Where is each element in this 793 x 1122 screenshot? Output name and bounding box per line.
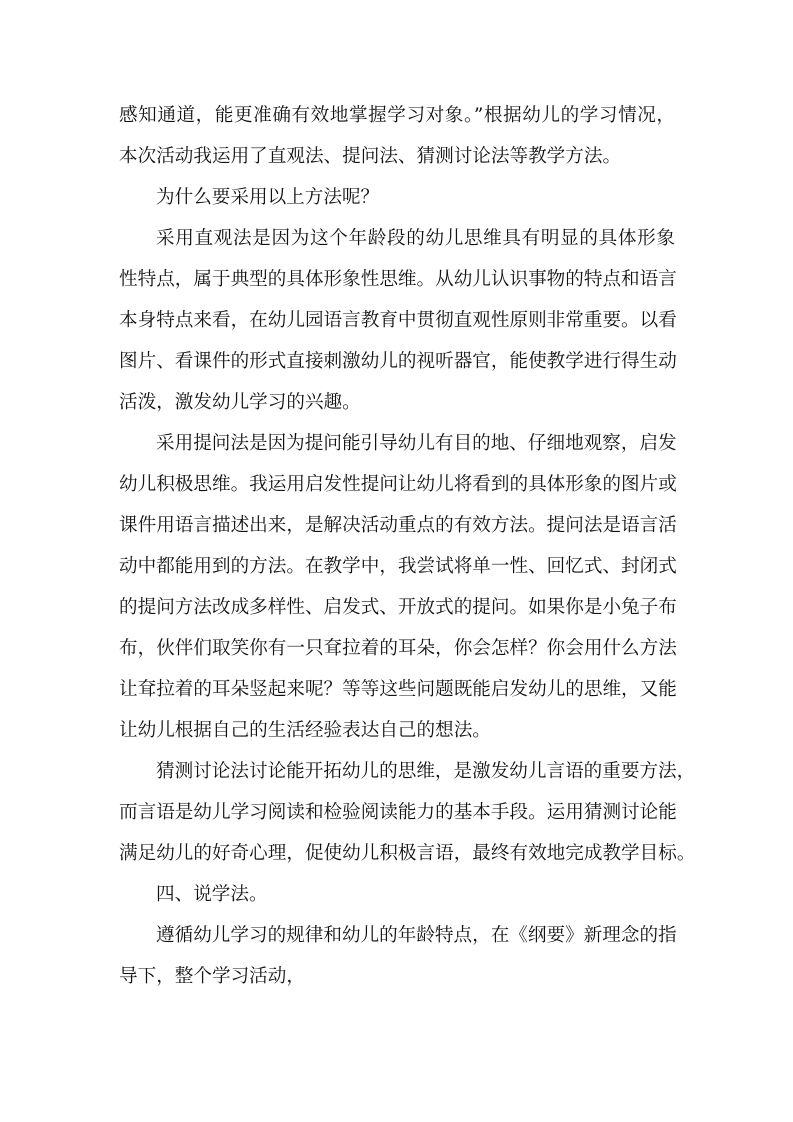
text-line: 感知通道，能更准确有效地掌握学习对象。”根据幼儿的学习情况，	[119, 105, 675, 126]
text-line: 让幼儿根据自己的生活经验表达自己的想法。	[119, 720, 491, 741]
text-line: 性特点，属于典型的具体形象性思维。从幼儿认识事物的特点和语言	[119, 269, 677, 290]
text-line: 采用直观法是因为这个年龄段的幼儿思维具有明显的具体形象	[156, 228, 675, 249]
text-line: 猜测讨论法讨论能开拓幼儿的思维，是激发幼儿言语的重要方法，	[156, 761, 696, 782]
text-line: 而言语是幼儿学习阅读和检验阅读能力的基本手段。运用猜测讨论能	[119, 802, 677, 823]
text-line: 活泼，激发幼儿学习的兴趣。	[119, 392, 361, 413]
text-line: 动中都能用到的方法。在教学中，我尝试将单一性、回忆式、封闭式	[119, 556, 677, 577]
paragraph-heading: 为什么要采用以上方法呢？	[156, 187, 380, 208]
text-line: 课件用语言描述出来，是解决活动重点的有效方法。提问法是语言活	[119, 515, 677, 536]
text-line: 本次活动我运用了直观法、提问法、猜测讨论法等教学方法。	[119, 146, 622, 167]
section-heading: 四、说学法。	[156, 884, 268, 905]
text-line: 布，伙伴们取笑你有一只耷拉着的耳朵，你会怎样？你会用什么方法	[119, 638, 677, 659]
document-body	[119, 95, 696, 997]
text-line: 采用提问法是因为提问能引导幼儿有目的地、仔细地观察，启发	[156, 433, 677, 454]
text-line: 图片、看课件的形式直接刺激幼儿的视听器官，能使教学进行得生动	[119, 351, 677, 372]
text-line: 让耷拉着的耳朵竖起来呢？等等这些问题既能启发幼儿的思维，又能	[119, 679, 677, 700]
text-line: 的提问方法改成多样性、启发式、开放式的提问。如果你是小兔子布	[119, 597, 677, 618]
text-line: 本身特点来看，在幼儿园语言教育中贯彻直观性原则非常重要。以看	[119, 310, 677, 331]
text-line: 遵循幼儿学习的规律和幼儿的年龄特点，在《纲要》新理念的指	[156, 925, 677, 946]
text-line: 幼儿积极思维。我运用启发性提问让幼儿将看到的具体形象的图片或	[119, 474, 677, 495]
text-line: 导下，整个学习活动，	[119, 966, 305, 987]
text-line: 满足幼儿的好奇心理，促使幼儿积极言语，最终有效地完成教学目标。	[119, 843, 696, 864]
